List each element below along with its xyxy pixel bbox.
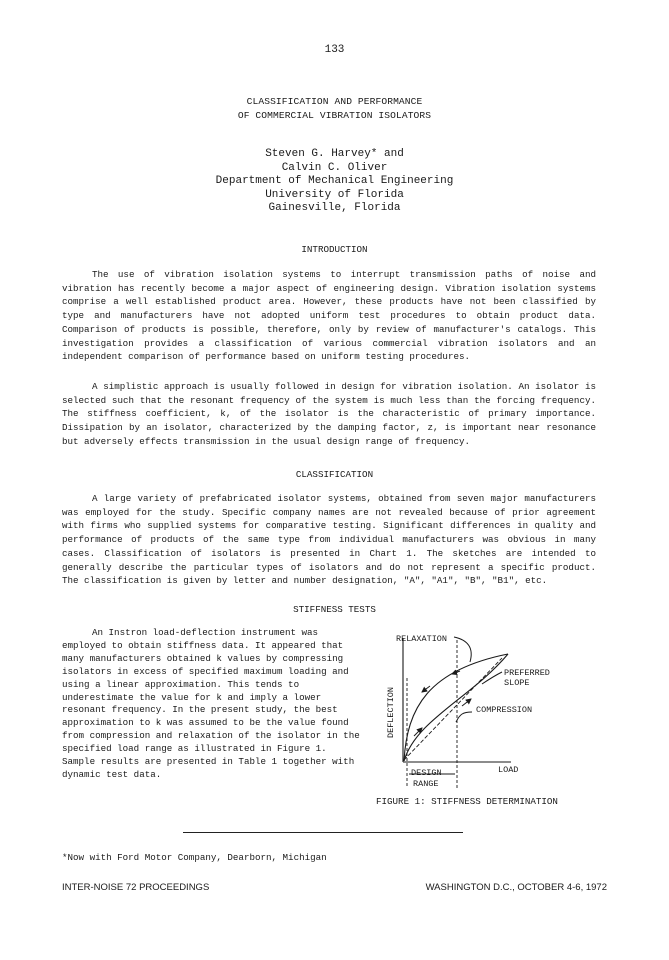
page-number: 133 xyxy=(324,44,345,56)
footnote-rule xyxy=(183,832,463,833)
stiffness-diagram xyxy=(376,628,596,810)
author-line-2: Calvin C. Oliver xyxy=(281,161,388,174)
introduction-paragraph-1 xyxy=(62,268,596,364)
stiffness-heading: STIFFNESS TESTS xyxy=(293,604,376,615)
compression-arrow-2 xyxy=(462,699,471,706)
design-label: DESIGN xyxy=(411,768,442,778)
author-line-1: Steven G. Harvey* and xyxy=(265,148,404,160)
affiliation-city: Gainesville, Florida xyxy=(268,202,401,215)
footnote: *Now with Ford Motor Company, Dearborn, Michigan xyxy=(62,852,327,863)
footer-proceedings: INTER-NOISE 72 PROCEEDINGS xyxy=(62,882,210,893)
range-label: RANGE xyxy=(413,779,439,789)
title-line-1: CLASSIFICATION AND PERFORMANCE xyxy=(246,96,423,107)
affiliation-university: University of Florida xyxy=(265,188,404,201)
figure-1 xyxy=(376,628,596,810)
preferred-slope-label-2: SLOPE xyxy=(504,678,530,688)
introduction-text-1: The use of vibration isolation systems to interrupt transmission paths of noise and vibration has recently become a major aspect of engineering design. Vibration isolation systems comprise a well established product area. However, these products have not been classified by type and manufacturers have not adopted uniform test procedures to obtain product data. Comparison of products is possible, therefore, only by review of manufacturer's catalogs. This investigation provides a classification of various commercial vibration isolators and an independent comparison of performance based on uniform testing procedures. xyxy=(62,269,596,363)
title-line-2: OF COMMERCIAL VIBRATION ISOLATORS xyxy=(237,110,432,121)
affiliation-department: Department of Mechanical Engineering xyxy=(215,175,454,188)
figure-caption: FIGURE 1: STIFFNESS DETERMINATION xyxy=(376,796,558,807)
classification-text: A large variety of prefabricated isolator systems, obtained from seven major manufacturers was employed for the study. Specific company names are not revealed because of prior agreement with firms who supplied systems for comparative testing. Significant differences in quality and performance of products of the same type from individual manufacturers was obvious in many cases. Classification of isolators is presented in Chart 1. The sketches are intended to generally describe the particular types of isolators and do not represent a specific product. The classification is given by letter and number designation, "A", "A1", "B", "B1", etc. xyxy=(62,493,596,587)
load-axis-label: LOAD xyxy=(498,765,519,775)
introduction-text-2: A simplistic approach is usually followed in design for vibration isolation. An isolator is selected such that the resonant frequency of the system is much less than the forcing frequency. The stiffness coefficient, k, of the isolator is the characteristic of primary importance. Dissipation by an isolator, characterized by the damping factor, z, is important near resonance but adversely effects transmission in the usual design range of frequency. xyxy=(62,381,596,447)
author-block xyxy=(0,148,669,216)
classification-heading: CLASSIFICATION xyxy=(295,469,374,480)
classification-paragraph xyxy=(62,492,596,588)
stiffness-paragraph xyxy=(62,627,362,782)
stiffness-text: An Instron load-deflection instrument was employed to obtain stiffness data. It appeared that many manufacturers obtained k values by compressing isolators in excess of specified maximum loading and using a linear approximation. This tends to underestimate the value for k and imply a lower resonant frequency. In the present study, the best approximation to k was assumed to be the value found from compression and relaxation of the isolator in the specified load range as illustrated in Figure 1. Sample results are presented in Table 1 together with dynamic test data. xyxy=(62,627,360,780)
deflection-axis-label: DEFLECTION xyxy=(386,686,396,738)
introduction-paragraph-2 xyxy=(62,380,596,449)
introduction-heading: INTRODUCTION xyxy=(301,244,368,255)
compression-leader xyxy=(456,712,472,722)
relaxation-label: RELAXATION xyxy=(396,634,448,644)
paper-title xyxy=(0,95,669,123)
compression-label: COMPRESSION xyxy=(476,705,533,715)
preferred-slope-label-1: PREFERRED xyxy=(504,668,550,678)
footer-location-date: WASHINGTON D.C., OCTOBER 4-6, 1972 xyxy=(425,882,607,893)
